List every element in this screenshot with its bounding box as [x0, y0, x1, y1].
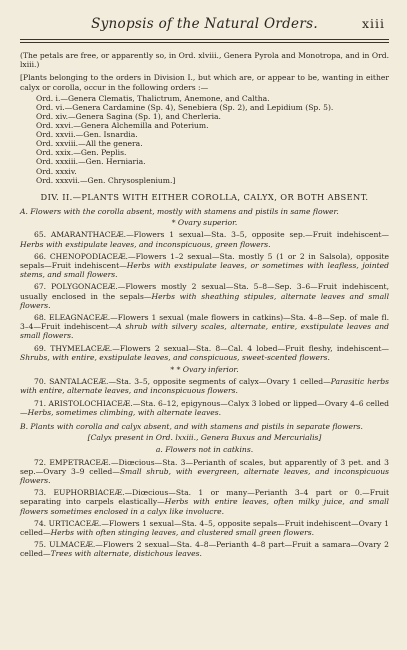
entries-group-3: [20, 458, 389, 559]
order-entry: [20, 458, 389, 486]
order-name: SANTALACEÆ.: [46, 377, 109, 387]
entries-group-2: [20, 377, 389, 417]
order-description: —Flowers 2 sexual—Sta. 4–8—Perianth 4–8 part—Fruit a samara—Ovary 2 celled—: [20, 540, 389, 559]
list-item: Ord. xxix.—Gen. Peplis.: [36, 148, 127, 158]
order-name: CHENOPODIACEÆ.: [46, 251, 128, 261]
order-number: 75.: [34, 540, 47, 550]
page-body: [20, 51, 389, 559]
section-b-bracket: [Calyx present in Ord. lxxiii., Genera Buxus and Mercurialis]: [87, 433, 322, 443]
order-entry: [20, 399, 389, 417]
page-number: xiii: [361, 16, 385, 31]
list-item: Ord. xxvi.—Genera Alchemilla and Poterium.: [36, 121, 209, 131]
order-habit: Herbs, sometimes climbing, with alternate leaves.: [27, 407, 222, 417]
list-item: Ord. i.—Genera Clematis, Thalictrum, Anemone, and Caltha.: [36, 93, 270, 103]
order-habit: Herbs with exstipulate leaves, or sometimes with leafless, jointed stems, and small flowers.: [20, 260, 389, 280]
order-description: —Flowers 1–2 sexual—Sta. mostly 5 (1 or 2 in Salsola), opposite sepals—Fruit indehiscent—: [20, 251, 389, 270]
ovary-superior-subheading: * Ovary superior.: [171, 218, 238, 228]
not-in-catkins-subheading: a. Flowers not in catkins.: [155, 445, 254, 455]
order-number: 69.: [34, 343, 47, 353]
list-item: Ord. xxxiv.: [36, 166, 77, 176]
intro-bracket: [Plants belonging to the orders in Division I., but which are, or appear to be, wanting in either calyx or corolla, occur in the following orders :—: [20, 73, 389, 92]
order-description: —Diœcious—Sta. 1 or many—Perianth 3–4 part or 0.—Fruit separating into carpels elastically—: [20, 488, 390, 507]
order-habit: Shrubs, with entire, exstipulate leaves, and conspicuous, sweet-scented flowers.: [20, 352, 330, 362]
order-entry: [20, 230, 389, 248]
order-habit: A shrub with silvery scales, alternate, entire, exstipulate leaves and small flowers.: [20, 322, 389, 341]
order-number: 68.: [34, 312, 47, 322]
order-description: —Flowers 1 sexual (male flowers in catkins)—Sta. 4–8—Sep. of male fl. 3–4—Fruit indehiscent—: [20, 312, 390, 332]
order-entry: [20, 344, 389, 362]
order-number: 73.: [34, 488, 47, 498]
header-rule: [20, 39, 389, 40]
order-entry: [20, 282, 389, 310]
running-header: [20, 14, 389, 36]
order-list: [36, 94, 389, 185]
order-habit: Parasitic herbs with entire, alternate leaves, and inconspicuous flowers.: [20, 377, 390, 396]
order-description: —Flowers 1 sexual—Sta. 3–5, opposite sep.—Fruit indehiscent—: [126, 230, 389, 240]
intro-note: (The petals are free, or apparently so, in Ord. xlviii., Genera Pyrola and Monotropa, and in Ord. lxiii.): [20, 51, 389, 70]
order-name: THYMELACEÆ.: [46, 343, 113, 353]
order-habit: Herbs with often stinging leaves, and clustered small green flowers.: [50, 528, 315, 538]
order-name: ELEAGNACEÆ.: [46, 312, 111, 322]
order-number: 67.: [34, 282, 47, 292]
order-entry: [20, 313, 389, 341]
list-item: Ord. xxviii.—All the genera.: [36, 139, 143, 149]
order-number: 70.: [34, 377, 47, 387]
list-item: Ord. xxxiii.—Gen. Herniaria.: [36, 157, 146, 167]
order-habit: Herbs with entire leaves, often milky juice, and small flowers sometimes enclosed in a calyx like involucre.: [20, 497, 389, 516]
order-entry: [20, 488, 389, 516]
list-item: Ord. xxxvii.—Gen. Chrysosplenium.]: [36, 175, 176, 185]
order-number: 72.: [34, 457, 47, 467]
order-name: EUPHORBIACEÆ.: [46, 488, 125, 498]
order-description: —Sta. 6–12, epigynous—Calyx 3 lobed or lipped—Ovary 4–6 celled—: [20, 398, 389, 417]
division-heading: DIV. II.—PLANTS WITH EITHER COROLLA, CALYX, OR BOTH ABSENT.: [40, 191, 369, 202]
list-item: Ord. vi.—Genera Cardamine (Sp. 4), Senebiera (Sp. 2), and Lepidium (Sp. 5).: [36, 102, 334, 112]
page-title: Synopsis of the Natural Orders.: [91, 16, 318, 32]
order-name: ARISTOLOCHIACEÆ.: [46, 398, 133, 408]
entries-group-1: [20, 230, 389, 362]
order-entry: [20, 540, 389, 558]
order-name: POLYGONACEÆ.: [46, 282, 118, 292]
order-description: —Flowers 2 sexual—Sta. 8—Cal. 4 lobed—Fruit fleshy, indehiscent—: [112, 343, 390, 353]
order-description: —Diœcious—Sta. 3—Perianth of scales, but apparently of 3 pet. and 3 sep.—Ovary 3–9 celled—: [20, 457, 389, 476]
order-habit: Small shrub, with evergreen, alternate leaves, and inconspicuous flowers.: [20, 466, 389, 486]
section-b-heading: B. Plants with corolla and calyx absent, and with stamens and pistils in separate flowers.: [20, 422, 363, 432]
order-habit: Herbs with sheathing stipules, alternate leaves and small flowers.: [20, 291, 389, 310]
order-name: AMARANTHACEÆ.: [46, 230, 127, 240]
order-description: —Sta. 3–5, opposite segments of calyx—Ovary 1 celled—: [108, 377, 331, 387]
order-number: 74.: [34, 518, 47, 528]
list-item: Ord. xxvii.—Gen. Isnardia.: [36, 130, 138, 140]
order-habit: Trees with alternate, distichous leaves.: [50, 549, 202, 559]
order-name: URTICACEÆ.: [46, 518, 102, 528]
order-name: EMPETRACEÆ.: [46, 457, 111, 467]
order-description: —Flowers 1 sexual—Sta. 4–5, opposite sepals—Fruit indehiscent—Ovary 1 celled—: [20, 518, 389, 538]
order-habit: Herbs with exstipulate leaves, and inconspicuous, green flowers.: [20, 239, 271, 249]
ovary-inferior-subheading: * * Ovary inferior.: [170, 365, 239, 374]
order-entry: [20, 519, 389, 537]
header-rule-2: [20, 42, 389, 43]
section-a-heading: A. Flowers with the corolla absent, mostly with stamens and pistils in same flower.: [20, 206, 339, 216]
order-number: 71.: [34, 398, 47, 408]
order-description: —Flowers mostly 2 sexual—Sta. 5–8—Sep. 3–6—Fruit indehiscent, usually enclosed in the sepals—: [20, 282, 389, 301]
order-name: ULMACEÆ.: [46, 540, 96, 550]
list-item: Ord. xiv.—Genera Sagina (Sp. 1), and Cherleria.: [36, 112, 221, 121]
order-number: 65.: [34, 230, 47, 240]
order-entry: [20, 252, 389, 280]
order-number: 66.: [34, 251, 47, 261]
order-entry: [20, 377, 389, 395]
